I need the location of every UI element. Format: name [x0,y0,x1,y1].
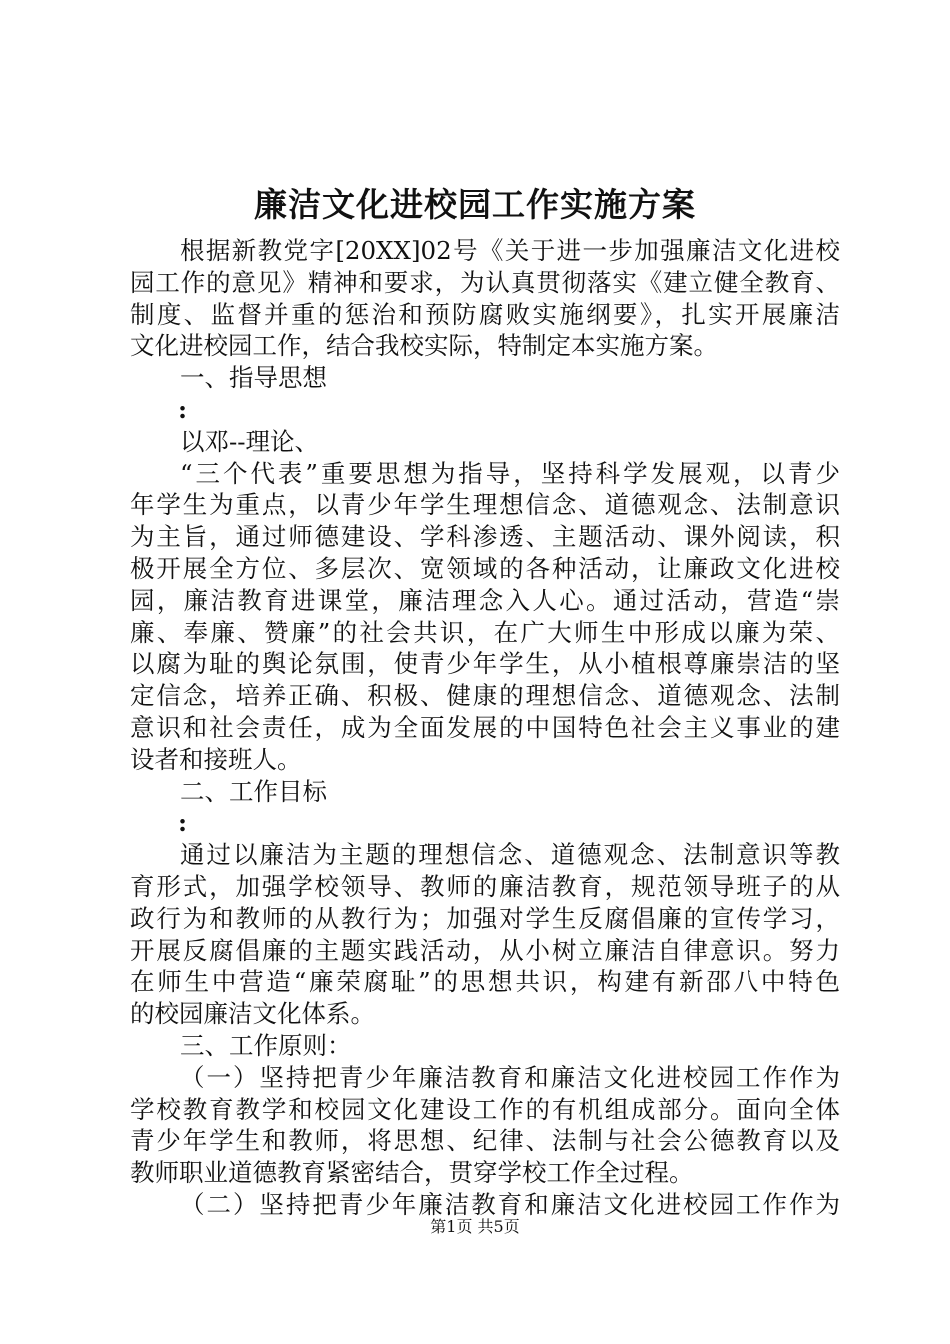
body-line: 一、指导思想 [180,363,327,393]
body-line: 教师职业道德教育紧密结合，贯穿学校工作全过程。 [130,1158,694,1188]
body-line: 意识和社会责任，成为全面发展的中国特色社会主义事业的建 [130,712,840,742]
document-title: 廉洁文化进校园工作实施方案 [254,185,696,224]
body-line: （二）坚持把青少年廉洁教育和廉洁文化进校园工作作为 [180,1189,840,1219]
body-line: “三个代表”重要思想为指导，坚持科学发展观，以青少 [180,458,840,488]
body-line: 育形式，加强学校领导、教师的廉洁教育，规范领导班子的从 [130,871,840,901]
body-line: 文化进校园工作，结合我校实际，特制定本实施方案。 [130,331,718,361]
body-line: : [178,394,188,424]
body-line: （一）坚持把青少年廉洁教育和廉洁文化进校园工作作为 [180,1062,840,1092]
page-footer: 第1页 共5页 [430,1217,520,1236]
body-line: 在师生中营造“廉荣腐耻”的思想共识，构建有新邵八中特色 [130,967,840,997]
body-line: 根据新教党字[20XX]02号《关于进一步加强廉洁文化进校 [180,236,840,265]
body-line: 园，廉洁教育进课堂，廉洁理念入人心。通过活动，营造“崇 [130,585,840,615]
body-line: 园工作的意见》精神和要求，为认真贯彻落实《建立健全教育、 [130,267,840,297]
body-line: 的校园廉洁文化体系。 [130,999,375,1029]
body-line: 学校教育教学和校园文化建设工作的有机组成部分。面向全体 [130,1094,840,1124]
body-line: : [178,808,188,838]
body-line: 青少年学生和教师，将思想、纪律、法制与社会公德教育以及 [130,1126,840,1156]
body-line: 开展反腐倡廉的主题实践活动，从小树立廉洁自律意识。努力 [130,935,840,965]
body-line: 廉、奉廉、赞廉”的社会共识，在广大师生中形成以廉为荣、 [130,617,840,647]
body-line: 以腐为耻的舆论氛围，使青少年学生，从小植根尊廉崇洁的坚 [130,649,840,679]
body-line: 政行为和教师的从教行为；加强对学生反腐倡廉的宣传学习， [130,903,840,933]
body-line: 三、工作原则： [180,1030,352,1060]
body-line: 制度、监督并重的惩治和预防腐败实施纲要》，扎实开展廉洁 [130,299,840,329]
body-line: 以邓--理论、 [180,426,320,456]
body-line: 年学生为重点，以青少年学生理想信念、道德观念、法制意识 [130,490,840,520]
body-line: 二、工作目标 [180,776,327,806]
document-body [130,235,840,1221]
body-line: 为主旨，通过师德建设、学科渗透、主题活动、课外阅读，积 [130,522,840,552]
body-line: 定信念，培养正确、积极、健康的理想信念、道德观念、法制 [130,681,840,711]
body-line: 设者和接班人。 [130,744,302,774]
body-line: 极开展全方位、多层次、宽领域的各种活动，让廉政文化进校 [130,553,840,583]
body-line: 通过以廉洁为主题的理想信念、道德观念、法制意识等教 [180,840,840,870]
